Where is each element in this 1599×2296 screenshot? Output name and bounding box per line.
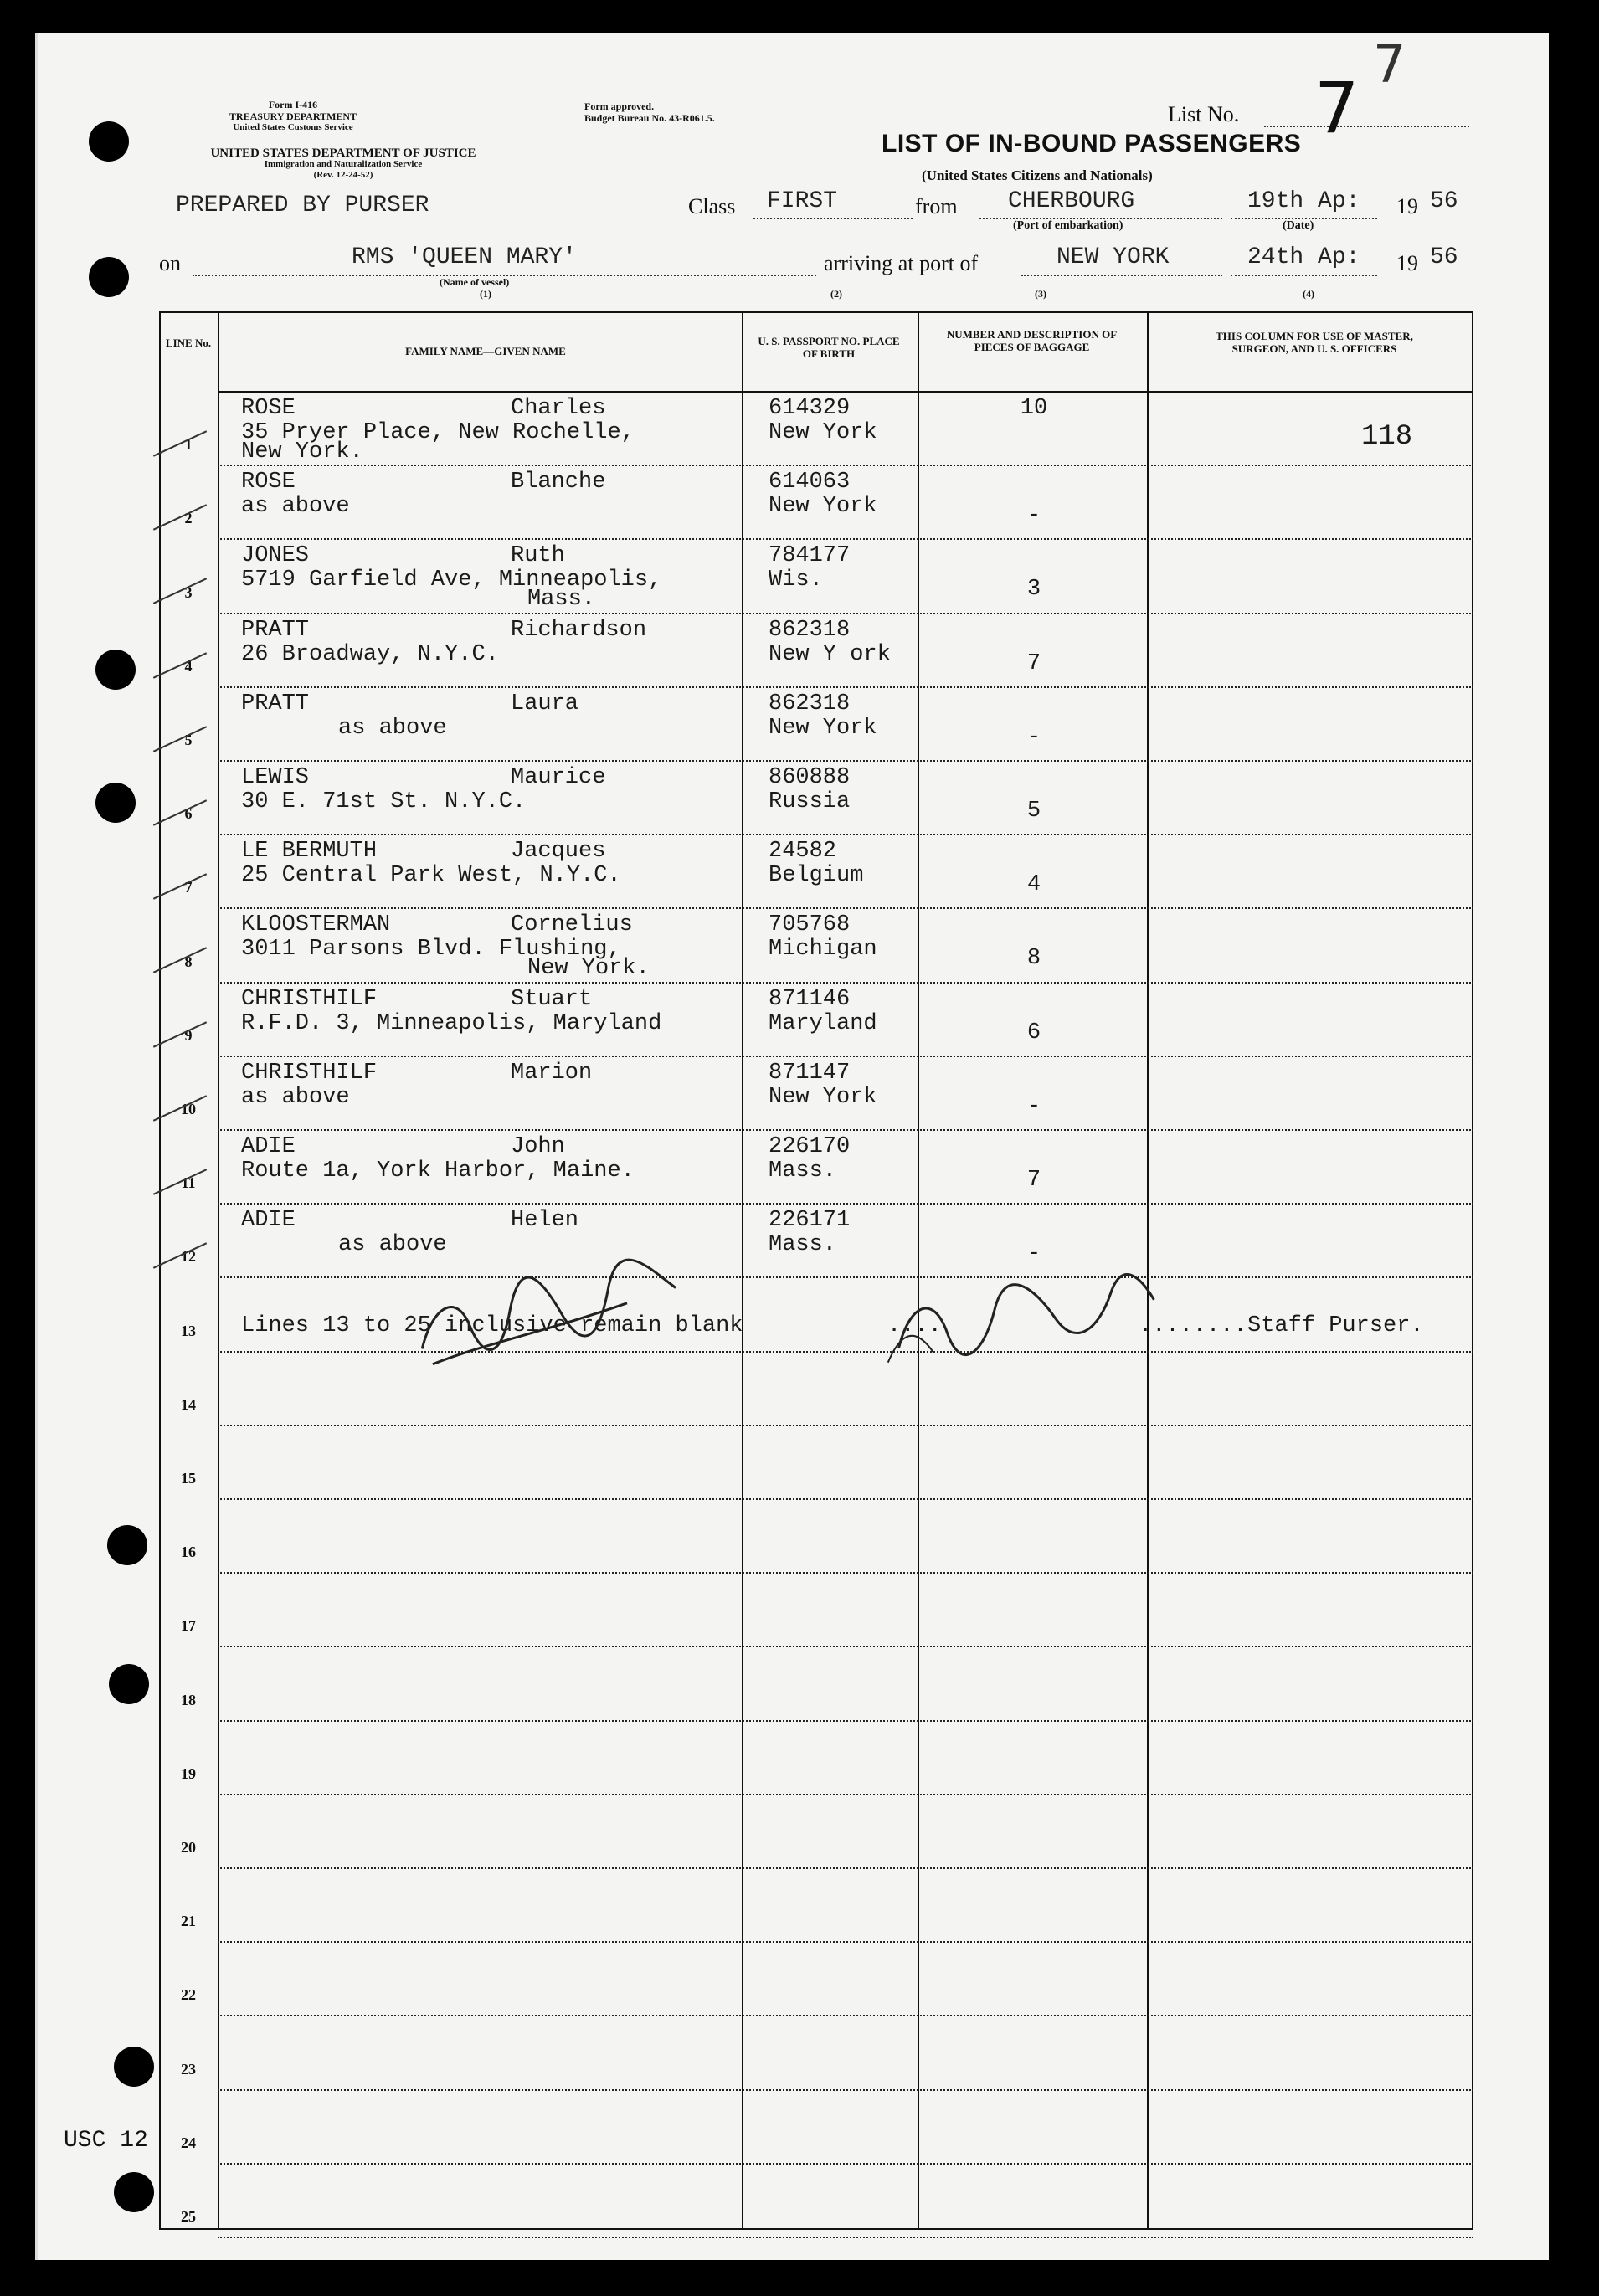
- on-label: on: [159, 251, 181, 275]
- approval-block: [584, 100, 715, 124]
- caption-2: (2): [830, 288, 842, 300]
- staff-purser-label: Staff Purser.: [1247, 1313, 1424, 1339]
- row-divider: [218, 465, 1473, 466]
- form-approved: Form approved.: [584, 100, 655, 112]
- family-name: ROSE: [241, 396, 296, 421]
- address-line: as above: [338, 1232, 447, 1258]
- family-name: LEWIS: [241, 765, 310, 790]
- address-line: 35 Pryer Place, New Rochelle,: [241, 420, 635, 445]
- place-of-birth: Belgium: [769, 863, 864, 889]
- row-divider: [218, 1646, 1473, 1647]
- baggage-count: 3: [1026, 577, 1041, 603]
- address-line-2: Mass.: [527, 587, 596, 613]
- given-name: Marion: [511, 1060, 593, 1086]
- vessel-caption: (Name of vessel): [440, 276, 510, 288]
- address-line: as above: [338, 715, 447, 741]
- vessel-caption-no: (1): [480, 288, 491, 300]
- address-line: 26 Broadway, N.Y.C.: [241, 641, 499, 667]
- line-number: 2: [184, 510, 193, 527]
- col-head-baggage: NUMBER AND DESCRIPTION OF PIECES OF BAGGAGE: [946, 328, 1118, 353]
- row-divider: [218, 907, 1473, 909]
- line-number: 1: [184, 436, 193, 454]
- family-name: KLOOSTERMAN: [241, 912, 391, 938]
- address-line: 5719 Garfield Ave, Minneapolis,: [241, 568, 662, 593]
- given-name: Blanche: [511, 470, 606, 496]
- punch-hole: [114, 2172, 154, 2212]
- budget-bureau: Budget Bureau No. 43-R061.5.: [584, 112, 715, 124]
- baggage-count: -: [1026, 724, 1041, 750]
- punch-hole: [109, 1664, 149, 1704]
- row-divider: [218, 1203, 1473, 1205]
- place-of-birth: Mass.: [769, 1232, 837, 1258]
- punch-hole: [89, 121, 129, 162]
- officer-note: 118: [1361, 421, 1413, 453]
- row-divider: [218, 1572, 1473, 1574]
- given-name: Ruth: [511, 543, 565, 569]
- passport-number: 226170: [769, 1134, 851, 1159]
- table-top-border: [159, 311, 1473, 313]
- passport-number: 614063: [769, 470, 851, 496]
- line-number: 23: [181, 2060, 196, 2078]
- row-divider: [218, 2015, 1473, 2016]
- col-head-officers: THIS COLUMN FOR USE OF MASTER, SURGEON, AND U. S. OFFICERS: [1216, 330, 1413, 355]
- caption-3: (3): [1035, 288, 1046, 300]
- baggage-count: 10: [1020, 396, 1048, 421]
- from-value: CHERBOURG: [1008, 188, 1135, 214]
- baggage-count: 7: [1026, 650, 1041, 676]
- line-number: 5: [184, 732, 193, 748]
- address-line-2: New York.: [527, 956, 650, 982]
- line-number: 7: [184, 879, 193, 896]
- row-divider: [218, 1425, 1473, 1426]
- place-of-birth: Maryland: [769, 1010, 877, 1036]
- place-of-birth: New York: [769, 494, 877, 520]
- col-head-passport: U. S. PASSPORT NO. PLACE OF BIRTH: [758, 335, 900, 360]
- given-name: John: [511, 1134, 565, 1159]
- row-divider: [218, 2089, 1473, 2091]
- place-of-birth: New York: [769, 420, 877, 445]
- baggage-count: 6: [1026, 1020, 1041, 1045]
- row-divider: [218, 760, 1473, 762]
- given-name: Helen: [511, 1208, 579, 1234]
- place-of-birth: Wis.: [769, 568, 823, 593]
- passport-number: 226171: [769, 1208, 851, 1234]
- line13-dots: ....: [887, 1313, 942, 1339]
- table-bottom-border: [159, 2228, 1473, 2230]
- from-label: from: [915, 194, 958, 218]
- row-divider: [218, 834, 1473, 835]
- baggage-count: 8: [1026, 946, 1041, 972]
- line-number: 21: [181, 1913, 196, 1930]
- line-number: 22: [181, 1986, 196, 2004]
- family-name: ADIE: [241, 1134, 296, 1159]
- passport-number: 614329: [769, 396, 851, 421]
- line-number: 10: [181, 1101, 196, 1117]
- family-name: CHRISTHILF: [241, 986, 378, 1012]
- address-line: 25 Central Park West, N.Y.C.: [241, 863, 621, 889]
- line-number: 13: [181, 1322, 196, 1339]
- list-no-underline: [1264, 126, 1469, 127]
- family-name: JONES: [241, 543, 310, 569]
- given-name: Laura: [511, 691, 579, 717]
- row-divider: [218, 1941, 1473, 1943]
- passport-number: 705768: [769, 912, 851, 938]
- baggage-count: -: [1026, 1093, 1041, 1119]
- page-title: LIST OF IN-BOUND PASSENGERS: [882, 130, 1302, 157]
- baggage-count: -: [1026, 1241, 1041, 1267]
- passport-number: 784177: [769, 543, 851, 569]
- year1-value: 56: [1430, 188, 1458, 214]
- place-of-birth: New York: [769, 1084, 877, 1110]
- punch-hole: [107, 1525, 147, 1565]
- customs-service: United States Customs Service: [233, 122, 353, 132]
- line-number: 15: [181, 1470, 196, 1487]
- class-label: Class: [688, 194, 736, 218]
- passport-number: 860888: [769, 765, 851, 790]
- punch-hole: [89, 257, 129, 297]
- revision-date: (Rev. 12-24-52): [313, 170, 373, 180]
- line-number: 19: [181, 1764, 196, 1782]
- passport-number: 24582: [769, 839, 837, 865]
- line-number: 11: [181, 1174, 196, 1192]
- date2-value: 24th Ap:: [1247, 244, 1360, 270]
- line-number: 8: [184, 953, 193, 970]
- address-line: as above: [241, 494, 350, 520]
- page-subtitle: (United States Citizens and Nationals): [922, 167, 1153, 183]
- row-divider: [218, 2237, 1473, 2238]
- line-number: 24: [181, 2134, 196, 2151]
- form-number: Form I-416: [268, 99, 318, 110]
- list-no-label: List No.: [1168, 102, 1240, 126]
- row-divider: [218, 1129, 1473, 1131]
- justice-dept: UNITED STATES DEPARTMENT OF JUSTICE: [210, 146, 476, 160]
- row-divider: [218, 1498, 1473, 1500]
- year2-value: 56: [1430, 244, 1458, 270]
- passport-number: 862318: [769, 691, 851, 717]
- usc-mark: USC 12: [64, 2128, 148, 2154]
- line-number: 6: [184, 805, 193, 823]
- row-divider: [218, 613, 1473, 614]
- col-head-line: LINE No.: [165, 336, 212, 349]
- year1-prefix: 19: [1396, 194, 1418, 218]
- baggage-count: 4: [1026, 872, 1041, 898]
- given-name: Cornelius: [511, 912, 633, 938]
- family-name: LE BERMUTH: [241, 839, 378, 865]
- row-divider: [218, 686, 1473, 688]
- class-value: FIRST: [767, 188, 838, 214]
- port-embark-caption: (Port of embarkation): [1013, 219, 1123, 232]
- date2-underline: [1231, 275, 1377, 276]
- line-number: 3: [184, 583, 193, 601]
- row-divider: [218, 1720, 1473, 1722]
- row-divider: [218, 1351, 1473, 1353]
- row-divider: [218, 538, 1473, 540]
- line-number: 9: [184, 1026, 193, 1044]
- passport-number: 871146: [769, 986, 851, 1012]
- family-name: ROSE: [241, 470, 296, 496]
- col-head-name: FAMILY NAME—GIVEN NAME: [405, 345, 566, 357]
- prepared-by: PREPARED BY PURSER: [176, 193, 429, 218]
- family-name: PRATT: [241, 691, 310, 717]
- baggage-count: 5: [1026, 799, 1041, 824]
- baggage-count: -: [1026, 503, 1041, 529]
- port-value: NEW YORK: [1057, 244, 1170, 270]
- treasury-dept: TREASURY DEPARTMENT: [229, 110, 357, 122]
- date1-value: 19th Ap:: [1247, 188, 1360, 214]
- line-number: 17: [181, 1617, 196, 1635]
- line-number: 20: [181, 1839, 196, 1856]
- place-of-birth: Michigan: [769, 937, 877, 963]
- list-no-handwritten-top: 7: [1373, 33, 1406, 95]
- line-number: 16: [181, 1544, 196, 1561]
- line-number: 12: [181, 1248, 196, 1266]
- agency-block: [159, 99, 427, 133]
- passport-number: 871147: [769, 1060, 851, 1086]
- family-name: PRATT: [241, 617, 310, 643]
- line13-text: Lines 13 to 25 inclusive remain blank: [241, 1313, 743, 1339]
- baggage-count: 7: [1026, 1168, 1041, 1193]
- given-name: Maurice: [511, 765, 606, 790]
- given-name: Richardson: [511, 617, 647, 643]
- row-divider: [218, 2163, 1473, 2165]
- given-name: Stuart: [511, 986, 593, 1012]
- punch-hole: [95, 783, 136, 823]
- caption-4: (4): [1303, 288, 1314, 300]
- row-divider: [218, 982, 1473, 984]
- vessel-value: RMS 'QUEEN MARY': [352, 244, 577, 270]
- passenger-table: [159, 311, 1473, 2228]
- given-name: Charles: [511, 396, 606, 421]
- line-number: 18: [181, 1691, 196, 1708]
- punch-hole: [114, 2047, 154, 2087]
- address-line: 3011 Parsons Blvd. Flushing,: [241, 937, 621, 963]
- class-underline: [753, 218, 913, 219]
- address-line-2: New York.: [241, 439, 363, 465]
- address-line: 30 E. 71st St. N.Y.C.: [241, 789, 527, 814]
- address-line: as above: [241, 1084, 350, 1110]
- row-divider: [218, 1794, 1473, 1795]
- port-underline: [1021, 275, 1222, 276]
- passport-number: 862318: [769, 617, 851, 643]
- list-no-handwritten: 7: [1314, 67, 1360, 149]
- place-of-birth: New York: [769, 715, 877, 741]
- family-name: CHRISTHILF: [241, 1060, 378, 1086]
- family-name: ADIE: [241, 1208, 296, 1234]
- date-caption: (Date): [1283, 219, 1314, 232]
- given-name: Jacques: [511, 839, 606, 865]
- punch-hole: [95, 650, 136, 690]
- header-bottom-border: [218, 391, 1473, 393]
- line-number: 4: [184, 657, 193, 675]
- immigration-service: Immigration and Naturalization Service: [264, 159, 423, 169]
- justice-block: [151, 147, 536, 181]
- address-line: R.F.D. 3, Minneapolis, Maryland: [241, 1010, 662, 1036]
- line13-dots-2: ........: [1139, 1313, 1247, 1339]
- arriving-label: arriving at port of: [824, 251, 979, 275]
- row-divider: [218, 1867, 1473, 1869]
- place-of-birth: Russia: [769, 789, 851, 814]
- row-divider: [218, 1056, 1473, 1057]
- address-line: Route 1a, York Harbor, Maine.: [241, 1158, 635, 1184]
- line-number: 25: [181, 2208, 196, 2225]
- year2-prefix: 19: [1396, 251, 1418, 275]
- line-number: 14: [181, 1395, 196, 1413]
- place-of-birth: Mass.: [769, 1158, 837, 1184]
- place-of-birth: New Y ork: [769, 641, 891, 667]
